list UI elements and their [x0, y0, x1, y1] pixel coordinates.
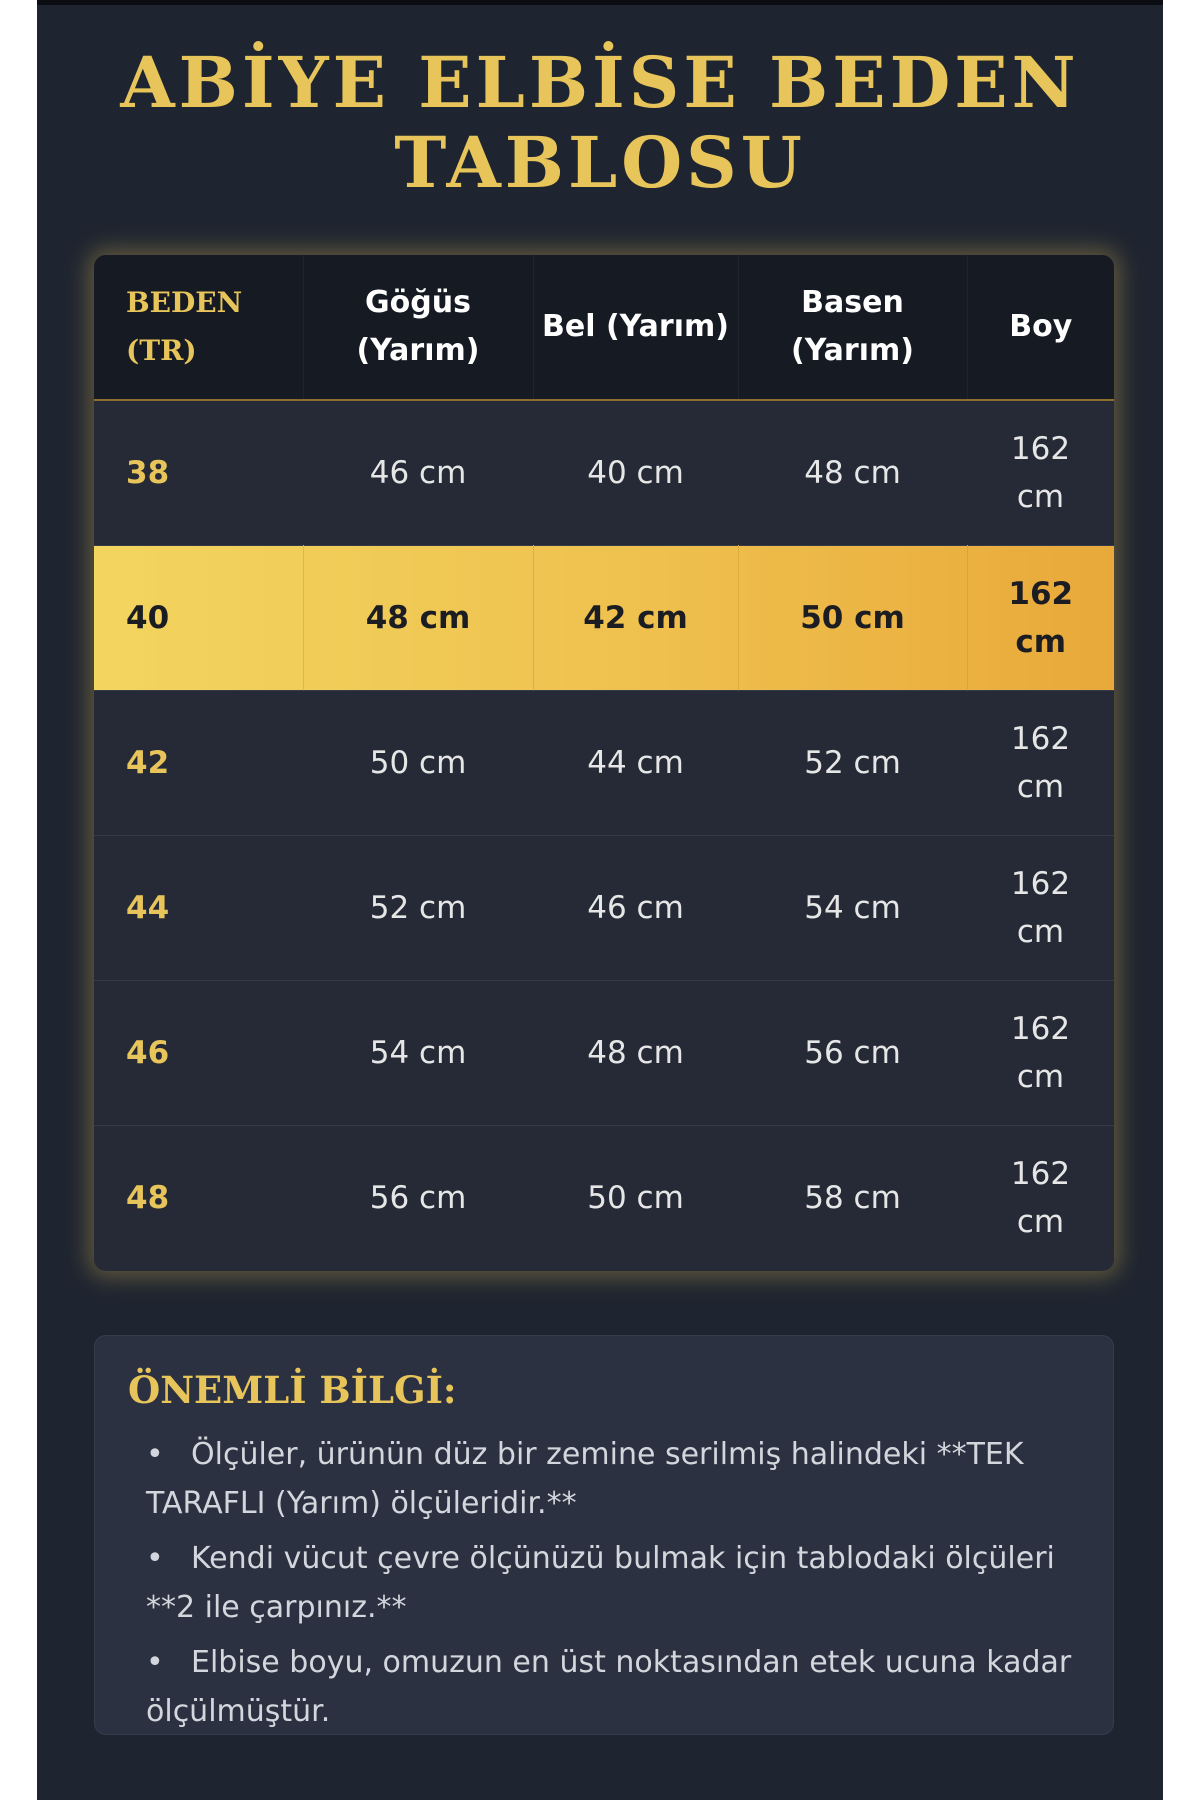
header-bel: Bel (Yarım): [533, 255, 738, 400]
bel-cell: 44 cm: [587, 744, 684, 781]
gogus-cell: 52 cm: [369, 889, 467, 926]
header-gogus: Göğüs (Yarım): [303, 255, 533, 400]
table-row: [94, 1125, 1114, 1270]
table-row: [94, 400, 1114, 545]
info-item-text: Elbise boyu, omuzun en üst noktasından etek ucuna kadar ölçülmüştür.: [146, 1645, 1072, 1729]
size-cell: 40: [94, 545, 303, 690]
bel-cell: 46 cm: [587, 889, 684, 926]
header-basen: Basen (Yarım): [738, 255, 967, 400]
gogus-cell: 56 cm: [369, 1179, 467, 1216]
bel-cell: 48 cm: [587, 1034, 684, 1071]
basen-cell: 58 cm: [804, 1179, 901, 1216]
table-header-row: [94, 255, 1114, 400]
gogus-cell: 48 cm: [303, 545, 533, 690]
info-list: [128, 1430, 1083, 1736]
basen-cell: 52 cm: [804, 744, 901, 781]
header-beden: BEDEN (TR): [94, 255, 303, 400]
gogus-cell: 54 cm: [369, 1034, 467, 1071]
boy-cell: 162 cm: [1010, 720, 1071, 805]
size-table-container: [94, 255, 1114, 1271]
info-title: ÖNEMLİ BİLGİ:: [128, 1368, 457, 1412]
important-info-box: [94, 1335, 1114, 1735]
bel-cell: 50 cm: [587, 1179, 684, 1216]
boy-cell: 162 cm: [1010, 1155, 1071, 1240]
size-table: [94, 255, 1114, 1270]
boy-cell: 162 cm: [1008, 575, 1074, 660]
info-item-text: Ölçüler, ürünün düz bir zemine serilmiş halindeki **TEK TARAFLI (Yarım) ölçüleridir.**: [146, 1437, 1024, 1521]
table-row: [94, 980, 1114, 1125]
bullet-icon: •: [146, 1541, 164, 1576]
size-cell: 46: [126, 1034, 170, 1071]
size-cell: 38: [126, 454, 170, 491]
basen-cell: 54 cm: [804, 889, 901, 926]
info-item: [146, 1430, 1083, 1528]
bullet-icon: •: [146, 1645, 164, 1680]
size-cell: 48: [126, 1179, 170, 1216]
basen-cell: 50 cm: [738, 545, 967, 690]
page-title: ABİYE ELBİSE BEDEN TABLOSU: [120, 41, 1080, 204]
header-boy: Boy: [1009, 309, 1073, 344]
size-chart-panel: [37, 0, 1163, 1800]
boy-cell: 162 cm: [1010, 430, 1071, 515]
basen-cell: 48 cm: [804, 454, 901, 491]
table-row: [94, 690, 1114, 835]
info-item: [146, 1534, 1083, 1632]
info-item: [146, 1638, 1083, 1736]
bullet-icon: •: [146, 1437, 164, 1472]
table-row: [94, 835, 1114, 980]
info-item-text: Kendi vücut çevre ölçünüzü bulmak için tablodaki ölçüleri **2 ile çarpınız.**: [146, 1541, 1055, 1625]
table-row-highlighted: [94, 545, 1114, 690]
size-cell: 44: [126, 889, 170, 926]
gogus-cell: 50 cm: [369, 744, 467, 781]
bel-cell: 42 cm: [533, 545, 738, 690]
size-cell: 42: [126, 744, 170, 781]
bel-cell: 40 cm: [587, 454, 684, 491]
gogus-cell: 46 cm: [369, 454, 467, 491]
boy-cell: 162 cm: [1010, 1010, 1071, 1095]
boy-cell: 162 cm: [1010, 865, 1071, 950]
basen-cell: 56 cm: [804, 1034, 901, 1071]
